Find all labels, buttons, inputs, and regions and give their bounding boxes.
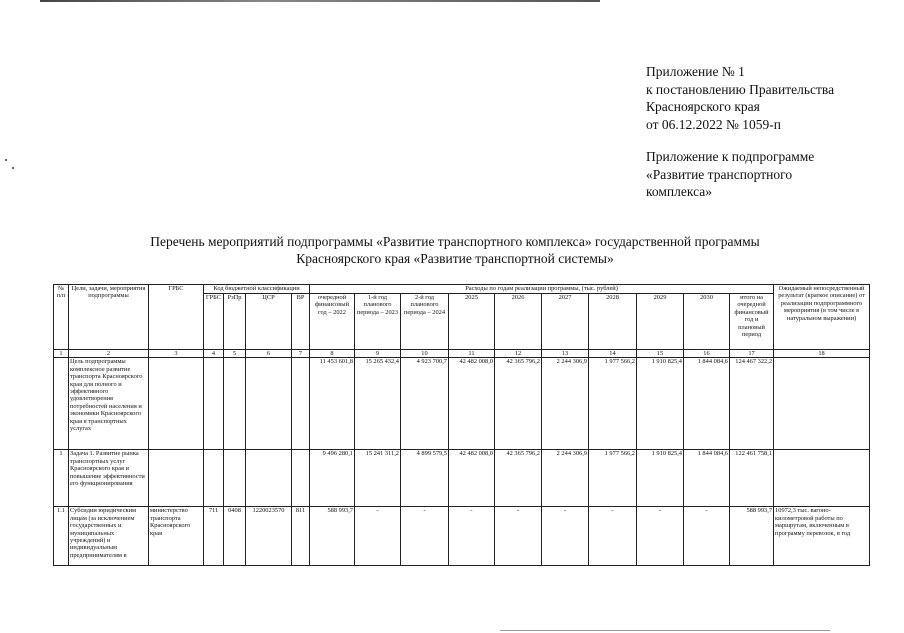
column-number: 2 bbox=[69, 350, 149, 358]
cell-2028: - bbox=[589, 507, 637, 566]
cell-code-rzpr: 0408 bbox=[224, 507, 246, 566]
cell-2025: 42 482 008,0 bbox=[449, 358, 495, 450]
appendix-note-subprogram bbox=[646, 148, 814, 201]
column-number: 11 bbox=[449, 350, 495, 358]
header-code-grbs: ГРБС bbox=[204, 294, 224, 350]
column-number: 6 bbox=[246, 350, 292, 358]
cell-code-csr: 1220023570 bbox=[246, 507, 292, 566]
cell-2023: 15 265 432,4 bbox=[355, 358, 401, 450]
cell-2026: 42 365 796,2 bbox=[495, 450, 542, 507]
column-number: 7 bbox=[292, 350, 310, 358]
measures-table bbox=[53, 284, 870, 566]
header-year-2025: 2025 bbox=[449, 294, 495, 350]
header-num: № п/п bbox=[54, 285, 69, 350]
column-number: 12 bbox=[495, 350, 542, 358]
cell-code-grbs: 711 bbox=[204, 507, 224, 566]
cell-2030: - bbox=[684, 507, 730, 566]
header-expenses: Расходы по годам реализации программы, (тыс. рублей) bbox=[310, 285, 774, 294]
cell-num: 1 bbox=[54, 450, 69, 507]
cell-2022: 9 496 280,1 bbox=[310, 450, 355, 507]
cell-2028: 1 977 566,2 bbox=[589, 358, 637, 450]
cell-2026: - bbox=[495, 507, 542, 566]
cell-2030: 1 844 084,6 bbox=[684, 450, 730, 507]
table-row bbox=[54, 507, 870, 566]
appendix-line: к постановлению Правительства bbox=[646, 81, 835, 97]
cell-result bbox=[774, 450, 870, 507]
appendix-line: от 06.12.2022 № 1059-п bbox=[646, 116, 781, 132]
cell-grbs: министерство транспорта Красноярского края bbox=[149, 507, 204, 566]
cell-total: 588 993,7 bbox=[730, 507, 774, 566]
header-year-2024: 2-й год планового периода – 2024 bbox=[401, 294, 449, 350]
column-number: 8 bbox=[310, 350, 355, 358]
title-line: Красноярского края «Развитие транспортной системы» bbox=[296, 251, 614, 266]
cell-name: Цель подпрограммы комплексное развитие транспорта Красноярского края для полного и эффективного удовлетворения потребностей населения и экономики Красноярского края в транспортных услугах bbox=[69, 358, 149, 450]
cell-code-csr bbox=[246, 450, 292, 507]
cell-code-grbs bbox=[204, 358, 224, 450]
cell-result bbox=[774, 358, 870, 450]
scan-edge-top bbox=[40, 0, 600, 2]
cell-num: 1.1 bbox=[54, 507, 69, 566]
table-row bbox=[54, 358, 870, 450]
cell-code-vr bbox=[292, 358, 310, 450]
appendix-line: Приложение к подпрограмме bbox=[646, 149, 815, 164]
cell-total: 124 467 322,2 bbox=[730, 358, 774, 450]
appendix-line: «Развитие транспортного bbox=[646, 166, 793, 182]
column-number: 18 bbox=[774, 350, 870, 358]
column-number: 10 bbox=[401, 350, 449, 358]
cell-2029: 1 910 825,4 bbox=[637, 358, 684, 450]
cell-name: Задача 1. Развитие рынка транспортных услуг Красноярского края и повышение эффективности его функционирования bbox=[69, 450, 149, 507]
cell-code-vr: 811 bbox=[292, 507, 310, 566]
cell-result: 10972,3 тыс. вагоно-километровой работы по маршрутам, включенным в программу перевозок, в год bbox=[774, 507, 870, 566]
cell-2024: - bbox=[401, 507, 449, 566]
column-number: 16 bbox=[684, 350, 730, 358]
header-total: итого на очередной финансовый год и плановый период bbox=[730, 294, 774, 350]
header-code-rzpr: РзПр bbox=[224, 294, 246, 350]
header-code-csr: ЦСР bbox=[246, 294, 292, 350]
cell-2022: 11 453 601,8 bbox=[310, 358, 355, 450]
table-row bbox=[54, 450, 870, 507]
cell-2027: 2 244 306,9 bbox=[542, 450, 589, 507]
cell-2025: - bbox=[449, 507, 495, 566]
appendix-note-main bbox=[646, 63, 834, 133]
header-expected-result: Ожидаемый непосредственный результат (краткое описание) от реализации подпрограммного мероприятия (в том числе в натуральном выражении) bbox=[774, 285, 870, 350]
appendix-line: Приложение № 1 bbox=[646, 64, 745, 79]
column-number: 14 bbox=[589, 350, 637, 358]
column-number: 15 bbox=[637, 350, 684, 358]
column-number: 5 bbox=[224, 350, 246, 358]
header-year-2026: 2026 bbox=[495, 294, 542, 350]
cell-2028: 1 977 566,2 bbox=[589, 450, 637, 507]
header-year-2030: 2030 bbox=[684, 294, 730, 350]
cell-2029: - bbox=[637, 507, 684, 566]
cell-total: 122 461 758,1 bbox=[730, 450, 774, 507]
header-row-top bbox=[54, 285, 870, 294]
header-goals: Цели, задачи, мероприятия подпрограммы bbox=[69, 285, 149, 350]
cell-2022: 588 993,7 bbox=[310, 507, 355, 566]
cell-code-rzpr bbox=[224, 358, 246, 450]
title-line: Перечень мероприятий подпрограммы «Развитие транспортного комплекса» государственной программы bbox=[150, 234, 760, 249]
appendix-line: комплекса» bbox=[646, 184, 712, 199]
header-budget-code: Код бюджетной классификации bbox=[204, 285, 310, 294]
cell-name: Субсидии юридическим лицам (за исключением государственных и муниципальных учреждений) и индивидуальным предпринимателям в bbox=[69, 507, 149, 566]
column-number: 3 bbox=[149, 350, 204, 358]
cell-code-grbs bbox=[204, 450, 224, 507]
cell-2030: 1 844 084,6 bbox=[684, 358, 730, 450]
cell-grbs bbox=[149, 450, 204, 507]
cell-2023: - bbox=[355, 507, 401, 566]
scan-edge-bottom bbox=[500, 630, 830, 631]
column-number: 4 bbox=[204, 350, 224, 358]
header-grbs: ГРБС bbox=[149, 285, 204, 350]
header-year-2023: 1-й год планового периода – 2023 bbox=[355, 294, 401, 350]
column-number-row bbox=[54, 350, 870, 358]
cell-2029: 1 910 825,4 bbox=[637, 450, 684, 507]
cell-grbs bbox=[149, 358, 204, 450]
appendix-line: Красноярского края bbox=[646, 99, 760, 114]
column-number: 9 bbox=[355, 350, 401, 358]
cell-2027: - bbox=[542, 507, 589, 566]
column-number: 1 bbox=[54, 350, 69, 358]
cell-2024: 4 899 579,5 bbox=[401, 450, 449, 507]
column-number: 17 bbox=[730, 350, 774, 358]
cell-code-csr bbox=[246, 358, 292, 450]
scan-speck bbox=[5, 159, 7, 161]
cell-code-rzpr bbox=[224, 450, 246, 507]
cell-2023: 15 241 311,2 bbox=[355, 450, 401, 507]
column-number: 13 bbox=[542, 350, 589, 358]
header-code-vr: ВР bbox=[292, 294, 310, 350]
cell-num bbox=[54, 358, 69, 450]
cell-2026: 42 365 796,2 bbox=[495, 358, 542, 450]
cell-code-vr bbox=[292, 450, 310, 507]
cell-2027: 2 244 306,9 bbox=[542, 358, 589, 450]
cell-2024: 4 923 700,7 bbox=[401, 358, 449, 450]
cell-2025: 42 482 008,0 bbox=[449, 450, 495, 507]
scan-speck bbox=[12, 167, 14, 169]
document-title bbox=[60, 233, 850, 267]
header-year-2022: очередной финансовый год – 2022 bbox=[310, 294, 355, 350]
header-year-2028: 2028 bbox=[589, 294, 637, 350]
header-year-2027: 2027 bbox=[542, 294, 589, 350]
header-year-2029: 2029 bbox=[637, 294, 684, 350]
